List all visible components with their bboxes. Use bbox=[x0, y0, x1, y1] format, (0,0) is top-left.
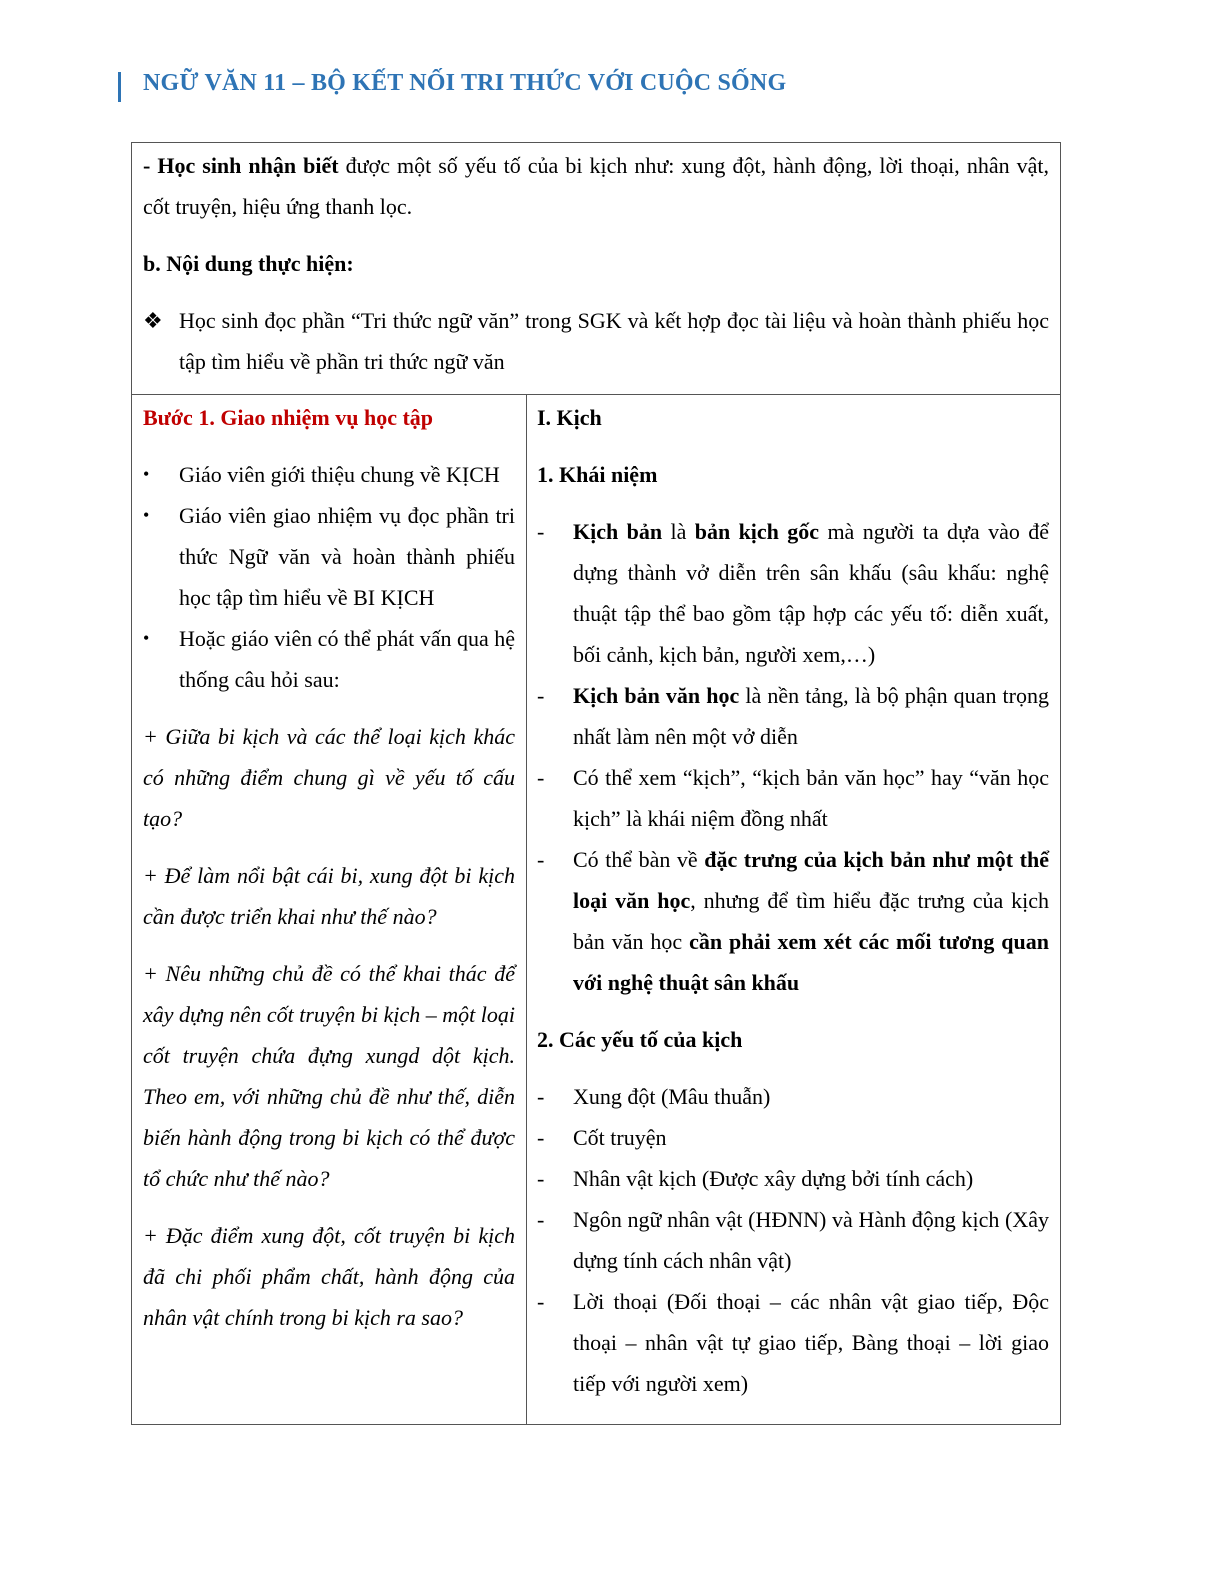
list-item-text bbox=[573, 511, 1049, 675]
list-item bbox=[143, 495, 515, 618]
dash-icon: - bbox=[537, 683, 545, 708]
heading-khai-niem: 1. Khái niệm bbox=[537, 462, 658, 487]
objective-text: được một số yếu tố của bi kịch như: xung đột, hành động, lời thoại, nhân vật, cốt truyện, hiệu ứng thanh lọc. bbox=[143, 153, 1049, 219]
text-run: mà người ta dựa vào để dựng thành vở diễn trên sân khấu (sâu khấu: nghệ thuật tập thể bao gồm tập hợp các yếu tố: diễn xuất, bối cảnh, kịch bản, người xem,…) bbox=[573, 519, 1049, 667]
bullet-icon: • bbox=[143, 628, 150, 648]
concept-list bbox=[537, 511, 1049, 1003]
dash-icon: - bbox=[537, 1084, 545, 1109]
bold-term: đặc trưng của kịch bản như một thể loại văn học bbox=[573, 847, 1049, 913]
list-item bbox=[537, 1199, 1049, 1281]
text-run: là nền tảng, là bộ phận quan trọng nhất làm nên một vở diễn bbox=[573, 683, 1049, 749]
bullet-icon: • bbox=[143, 464, 150, 484]
list-item-text: Hoặc giáo viên có thể phát vấn qua hệ thống câu hỏi sau: bbox=[179, 626, 515, 692]
objective-bold-lead: - Học sinh nhận biết bbox=[143, 153, 339, 178]
list-item bbox=[537, 1076, 1049, 1117]
list-item bbox=[537, 511, 1049, 675]
step-1-title: Bước 1. Giao nhiệm vụ học tập bbox=[143, 405, 434, 430]
question-1: + Giữa bi kịch và các thể loại kịch khác có những điểm chung gì về yếu tố cấu tạo? bbox=[143, 724, 515, 831]
list-item bbox=[143, 454, 515, 495]
diamond-bullet-icon: ❖ bbox=[143, 308, 163, 333]
text-run: Có thể bàn về bbox=[573, 847, 705, 872]
bold-term: Kịch bản bbox=[573, 519, 663, 544]
question-3: + Nêu những chủ đề có thể khai thác để xây dựng nên cốt truyện bi kịch – một loại cốt truyện chứa đựng xungd dột kịch. Theo em, với những chủ đề như thế, diễn biến hành động trong bi kịch có thể được tổ chức như thế nào? bbox=[143, 961, 515, 1191]
question-2: + Để làm nổi bật cái bi, xung đột bi kịch cần được triển khai như thế nào? bbox=[143, 863, 515, 929]
activity-row bbox=[132, 395, 1060, 1424]
dash-icon: - bbox=[537, 847, 545, 872]
section-b-heading: b. Nội dung thực hiện: bbox=[143, 251, 354, 276]
dash-icon: - bbox=[537, 1166, 545, 1191]
dash-icon: - bbox=[537, 1207, 545, 1232]
list-item-text: Ngôn ngữ nhân vật (HĐNN) và Hành động kịch (Xây dựng tính cách nhân vật) bbox=[573, 1207, 1049, 1273]
list-item-text: Giáo viên giới thiệu chung về KỊCH bbox=[179, 462, 500, 487]
list-item bbox=[537, 1158, 1049, 1199]
teacher-activity-column bbox=[132, 395, 527, 1424]
teacher-task-list bbox=[143, 454, 515, 700]
list-item bbox=[537, 839, 1049, 1003]
heading-yeu-to: 2. Các yếu tố của kịch bbox=[537, 1027, 743, 1052]
list-item bbox=[537, 1117, 1049, 1158]
list-item bbox=[143, 618, 515, 700]
list-item-text: Giáo viên giao nhiệm vụ đọc phần tri thức Ngữ văn và hoàn thành phiếu học tập tìm hiểu về BI KỊCH bbox=[179, 503, 515, 610]
list-item-text: Nhân vật kịch (Được xây dựng bởi tính cách) bbox=[573, 1166, 974, 1191]
bold-term: cần phải xem xét các mối tương quan với nghệ thuật sân khấu bbox=[573, 929, 1049, 995]
list-item bbox=[537, 675, 1049, 757]
list-item-text: Xung đột (Mâu thuẫn) bbox=[573, 1084, 771, 1109]
lesson-table bbox=[131, 142, 1061, 1425]
task-text: Học sinh đọc phần “Tri thức ngữ văn” trong SGK và kết hợp đọc tài liệu và hoàn thành phiếu học tập tìm hiểu về phần tri thức ngữ văn bbox=[179, 308, 1049, 374]
list-item-text: Lời thoại (Đối thoại – các nhân vật giao tiếp, Độc thoại – nhân vật tự giao tiếp, Bàng thoại – lời giao tiếp với người xem) bbox=[573, 1289, 1049, 1396]
bold-term: bản kịch gốc bbox=[694, 519, 820, 544]
objective-cell bbox=[132, 143, 1060, 395]
list-item-text: Có thể xem “kịch”, “kịch bản văn học” hay “văn học kịch” là khái niệm đồng nhất bbox=[573, 765, 1049, 831]
dash-icon: - bbox=[537, 519, 545, 544]
task-item bbox=[143, 300, 1049, 382]
elements-list bbox=[537, 1076, 1049, 1404]
page-header-title: NGỮ VĂN 11 – BỘ KẾT NỐI TRI THỨC VỚI CUỘC SỐNG bbox=[143, 70, 787, 96]
list-item-text bbox=[573, 675, 1049, 757]
list-item-text: Cốt truyện bbox=[573, 1125, 667, 1150]
bullet-icon: • bbox=[143, 505, 150, 525]
list-item-text bbox=[573, 839, 1049, 1003]
bold-term: Kịch bản văn học bbox=[573, 683, 740, 708]
heading-kich: I. Kịch bbox=[537, 405, 602, 430]
text-run: , nhưng để tìm hiểu đặc trưng của kịch bản văn học bbox=[573, 888, 1049, 954]
question-4: + Đặc điểm xung đột, cốt truyện bi kịch đã chi phối phẩm chất, hành động của nhân vật chính trong bi kịch ra sao? bbox=[143, 1223, 515, 1330]
list-item bbox=[537, 1281, 1049, 1404]
dash-icon: - bbox=[537, 1289, 545, 1314]
dash-icon: - bbox=[537, 765, 545, 790]
dash-icon: - bbox=[537, 1125, 545, 1150]
content-column bbox=[527, 395, 1060, 1424]
objective-paragraph bbox=[143, 145, 1049, 227]
text-run: là bbox=[662, 519, 695, 544]
header-accent-bar bbox=[118, 72, 121, 102]
list-item bbox=[537, 757, 1049, 839]
